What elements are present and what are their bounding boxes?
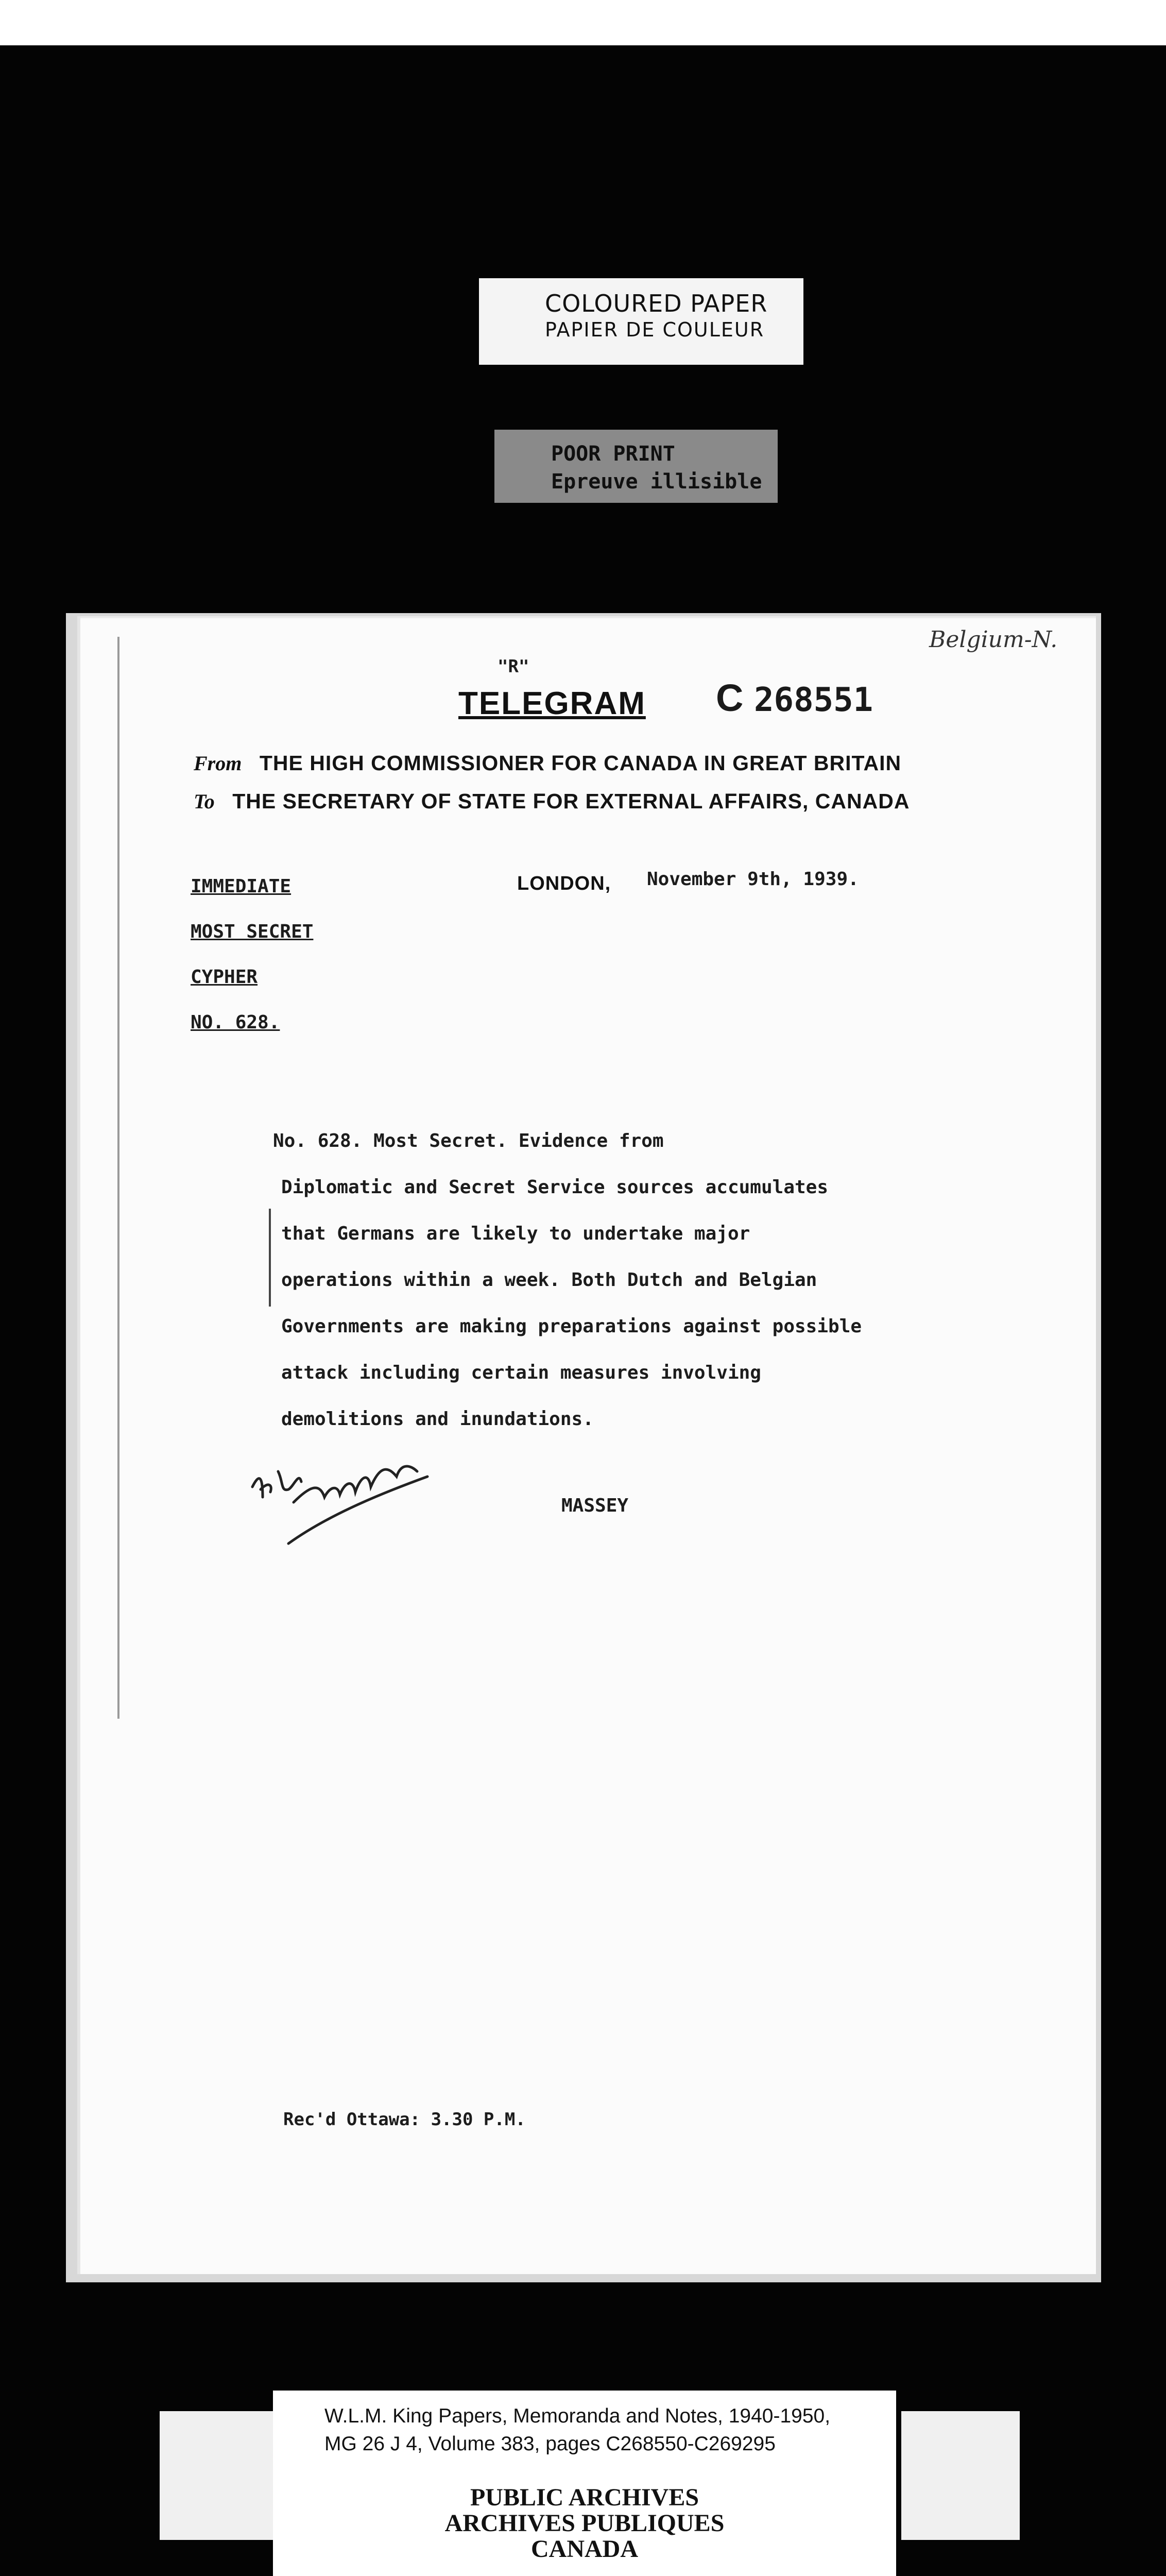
body-line: Governments are making preparations against possible (281, 1316, 862, 1337)
poor-print-label (494, 430, 778, 503)
from-line (194, 751, 901, 775)
poor-print-fr: Epreuve illisible (551, 470, 762, 494)
telegram-sheet (77, 616, 1096, 2274)
page-title: TELEGRAM (458, 686, 646, 721)
body-line: demolitions and inundations. (281, 1409, 594, 1430)
body-line: Diplomatic and Secret Service sources accumulates (281, 1177, 829, 1198)
margin-mark (269, 1209, 271, 1307)
r-mark: "R" (498, 656, 529, 677)
from-text: THE HIGH COMMISSIONER FOR CANADA IN GREAT BRITAIN (259, 751, 902, 775)
date: November 9th, 1939. (647, 869, 859, 890)
to-line (194, 789, 910, 814)
signature: MASSEY (561, 1495, 629, 1516)
margin-note: Belgium-N. (929, 626, 1058, 653)
body-line: operations within a week. Both Dutch and Belgian (281, 1269, 817, 1291)
coloured-paper-en: COLOURED PAPER (545, 290, 768, 317)
place: LONDON, (517, 873, 611, 894)
archive-reference-line2: MG 26 J 4, Volume 383, pages C268550-C269295 (324, 2433, 776, 2455)
from-label: From (194, 752, 242, 775)
poor-print-en: POOR PRINT (551, 442, 675, 466)
body-line: No. 628. Most Secret. Evidence from (273, 1130, 664, 1151)
to-label: To (194, 790, 215, 813)
document-number-digits: 268551 (754, 681, 873, 719)
to-text: THE SECRETARY OF STATE FOR EXTERNAL AFFAIRS, CANADA (232, 789, 910, 813)
body-line: attack including certain measures involving (281, 1362, 761, 1383)
archive-name-fr: ARCHIVES PUBLIQUES (444, 2510, 725, 2537)
handwritten-initials (242, 1440, 458, 1554)
archive-name-en: PUBLIC ARCHIVES (470, 2484, 699, 2511)
priority-immediate: IMMEDIATE (191, 876, 292, 897)
label-flank-left (160, 2411, 278, 2540)
fold-edge (117, 637, 119, 1719)
document-number (716, 676, 873, 720)
received-stamp: Rec'd Ottawa: 3.30 P.M. (283, 2109, 526, 2130)
coloured-paper-fr: PAPIER DE COULEUR (545, 318, 765, 341)
archive-country: CANADA (531, 2535, 638, 2563)
message-number: NO. 628. (191, 1012, 280, 1033)
classification: MOST SECRET (191, 921, 314, 942)
coloured-paper-label (479, 278, 803, 365)
transmission-mode: CYPHER (191, 967, 258, 988)
label-flank-right (901, 2411, 1020, 2540)
archive-reference-line1: W.L.M. King Papers, Memoranda and Notes, 1940-1950, (324, 2405, 831, 2427)
body-line: that Germans are likely to undertake major (281, 1223, 750, 1244)
document-number-prefix: C (716, 676, 744, 719)
archive-label (273, 2391, 896, 2576)
